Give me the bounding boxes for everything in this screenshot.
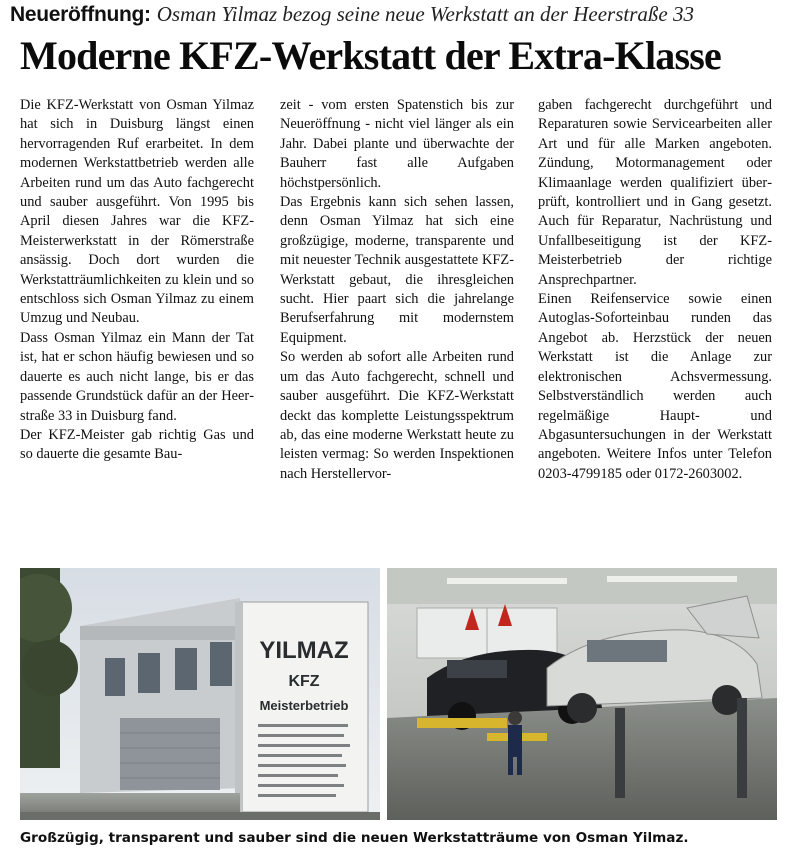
kicker-label: Neueröffnung: [10, 3, 151, 26]
kicker-line [10, 2, 785, 28]
paragraph: zeit - vom ersten Spatenstich bis zur Neueröffnung - nicht viel länger als ein Jahr. Dabei plante und überwachte der Bauherr fast alle Aufgaben höchstpersönlich. [280, 97, 514, 191]
headline: Moderne KFZ-Werkstatt der Extra-Klasse [20, 33, 721, 78]
article-column-1 [20, 96, 254, 556]
paragraph: Das Ergebnis kann sich sehen lassen, denn Osman Yilmaz hat sich eine großzügige, moderne, transparente und mit neuester Technik ausgestattete KFZ-Werkstatt gebaut, die ihresgleichen sucht. Hier paart sich die jahrelange Berufserfahrung mit modernstem Equipment. [280, 194, 514, 346]
paragraph: Dass Osman Yilmaz ein Mann der Tat ist, hat er schon häufig bewiesen und so dauerte es auch nicht lange, bis er das passende Grundstück dafür an der Heerstraße 33 in Duisburg fand. [20, 329, 254, 424]
paragraph: Einen Reifenservice sowie einen Autoglas-Soforteinbau runden das Angebot ab. Herzstück der neuen Werkstatt ist die Anlage zur elektronischen Achsvermessung. Selbstverständlich werden auch regelmäßige Haupt- und Abgasuntersuchungen in der Werkstatt angeboten. Weitere Infos unter Telefon 0203-4799185 oder 0172-2603002. [538, 291, 772, 482]
article-column-2 [280, 96, 514, 556]
sign-meisterbetrieb: Meisterbetrieb [259, 698, 349, 713]
kicker-subtitle: Osman Yilmaz bezog seine neue Werkstatt an der Heerstraße 33 [156, 2, 694, 26]
paragraph: So werden ab sofort alle Arbeiten rund um das Auto fachgerecht, schnell und sauber ausgeführt. Die KFZ-Werkstatt deckt das komplette Leistungsspektrum ab, das eine moderne Werkstatt heute zu leisten vermag: So werden Inspektionen nach Herstellervor- [280, 349, 514, 482]
paragraph: Der KFZ-Meister gab richtig Gas und so dauerte die gesamte Bau- [20, 426, 254, 463]
sign-name: YILMAZ [259, 637, 349, 664]
photo-caption: Großzügig, transparent und sauber sind die neuen Werkstatträume von Osman Yilmaz. [20, 830, 689, 846]
photo-building-exterior [20, 568, 380, 820]
article-column-3 [538, 96, 772, 556]
workshop-illustration [387, 568, 777, 820]
paragraph: gaben fachgerecht durchgeführt und Reparaturen sowie Servicearbeiten aller Art und für alle Marken angeboten. Zündung, Motormanagement oder Klimaanlage werden qualifiziert überprüft, kontrolliert und in Gang gesetzt. Auch für Reparatur, Nachrüstung und Unfallbeseitigung ist der KFZ-Meisterbetrieb der richtige Ansprechpartner. [538, 97, 772, 288]
sign-kfz: KFZ [288, 673, 320, 690]
paragraph: Die KFZ-Werkstatt von Osman Yilmaz hat sich in Duisburg längst einen hervorragenden Ruf erarbeitet. In dem modernen Werkstattbetrieb werden alle Arbeiten rund um das Auto fachgerecht und sauber ausgeführt. Von 1995 bis April diesen Jahres war die KFZ-Meisterwerkstatt in der Römerstraße ansässig. Doch dort wurden die Werkstatträumlichkeiten zu klein und so entschloss sich Osman Yilmaz zu einem Umzug und Neubau. [20, 97, 254, 327]
photo-workshop-interior [387, 568, 777, 820]
building-illustration [20, 568, 380, 820]
